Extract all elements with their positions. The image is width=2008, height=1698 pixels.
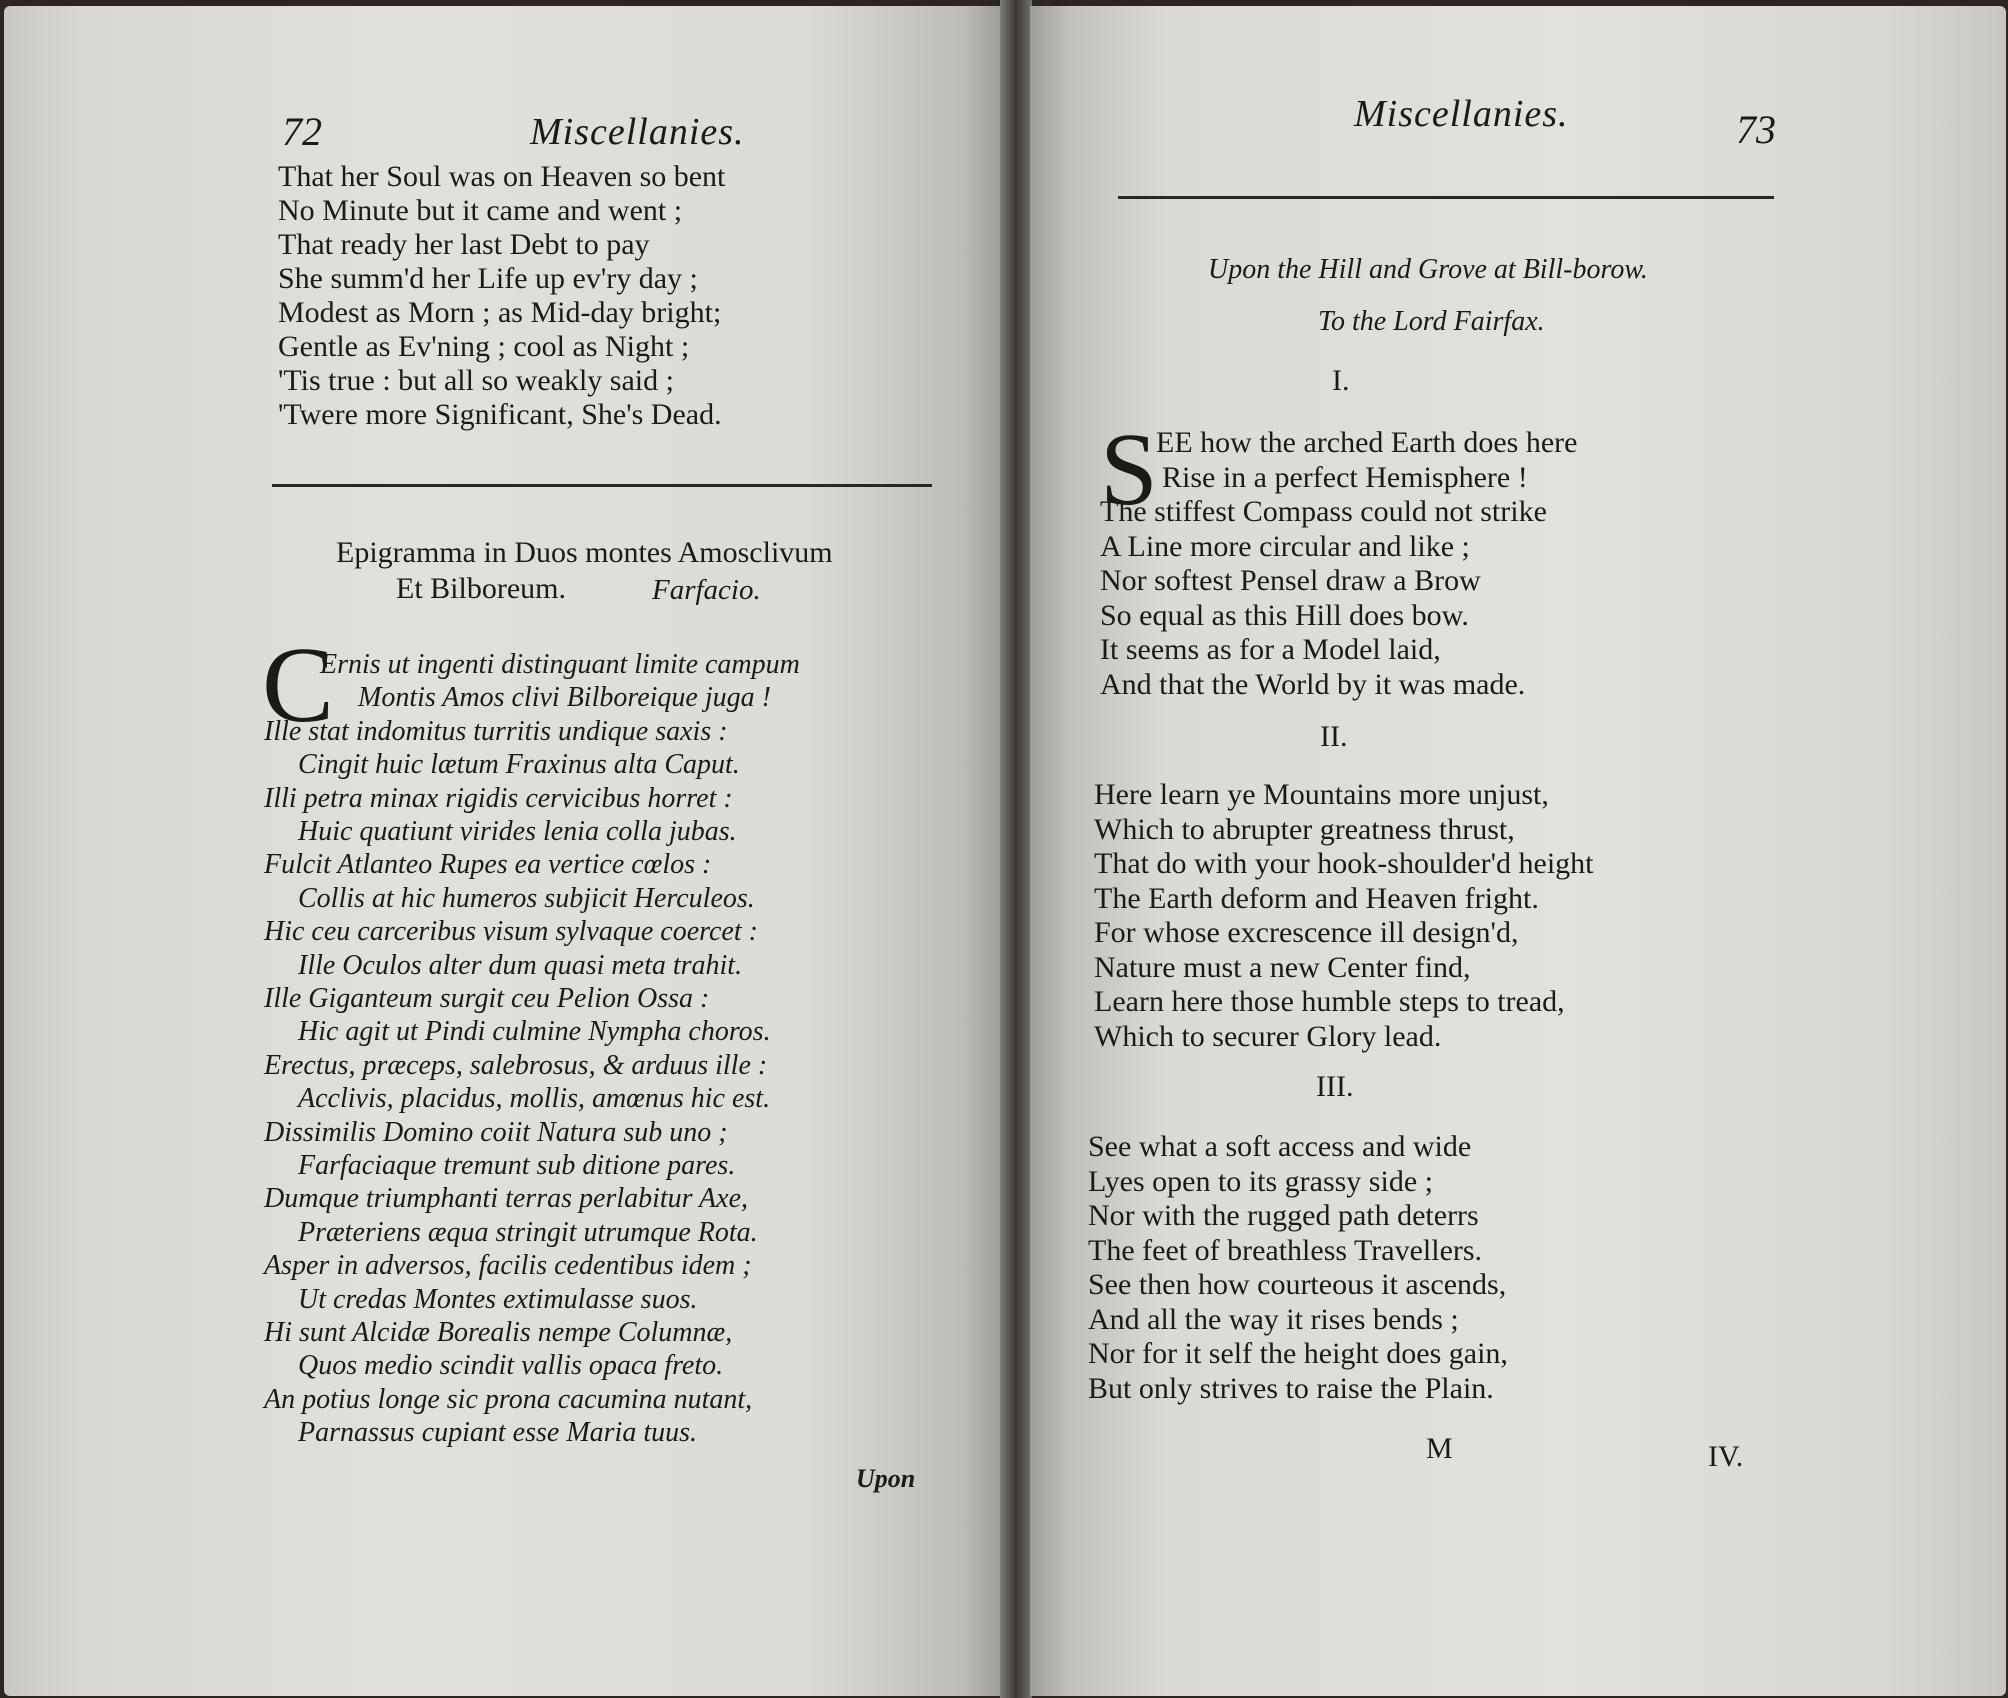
stanza-2-line-7: Learn here those humble steps to tread,: [1094, 985, 1565, 1018]
book-gutter: [1000, 0, 1032, 1698]
left-verse-line-3: That ready her last Debt to pay: [278, 228, 650, 261]
stanza-1-line-4: A Line more circular and like ;: [1100, 529, 1470, 563]
stanza-number-2: II.: [1320, 720, 1348, 753]
stanza-2-line-8: Which to securer Glory lead.: [1094, 1019, 1442, 1053]
left-running-head: Miscellanies.: [530, 111, 745, 153]
stanza-3-line-6: And all the way it rises bends ;: [1088, 1302, 1459, 1336]
epigram-line-5: Illi petra minax rigidis cervicibus horret :: [264, 782, 733, 814]
stanza-1-line-3: The stiffest Compass could not strike: [1100, 495, 1547, 528]
stanza-3-line-1: See what a soft access and wide: [1088, 1130, 1472, 1163]
poem-title: Upon the Hill and Grove at Bill-borow.: [1208, 254, 1648, 285]
epigram-line-22: Quos medio scindit vallis opaca freto.: [298, 1350, 724, 1382]
epigram-line-10: Ille Oculos alter dum quasi meta trahit.: [298, 949, 743, 981]
stanza-1-line-1: EE how the arched Earth does here: [1156, 426, 1578, 459]
epigram-line-12: Hic agit ut Pindi culmine Nympha choros.: [298, 1016, 771, 1048]
epigram-line-21: Hi sunt Alcidæ Borealis nempe Columnæ,: [264, 1317, 733, 1348]
epigram-line-9: Hic ceu carceribus visum sylvaque coercet :: [264, 916, 758, 948]
poem-dedication: To the Lord Fairfax.: [1318, 306, 1545, 337]
epigram-dropcap: C: [262, 626, 335, 745]
left-catchword: Upon: [856, 1464, 916, 1493]
epigram-line-23: An potius longe sic prona cacumina nutant,: [264, 1383, 753, 1415]
stanza-number-3: III.: [1316, 1070, 1354, 1103]
stanza-1-line-2: Rise in a perfect Hemisphere !: [1162, 460, 1528, 494]
stanza-3-line-2: Lyes open to its grassy side ;: [1088, 1164, 1433, 1198]
right-page-number: 73: [1736, 107, 1776, 152]
stanza-2-line-6: Nature must a new Center find,: [1094, 950, 1471, 984]
right-rule: [1118, 196, 1774, 199]
stanza-1-line-5: Nor softest Pensel draw a Brow: [1100, 564, 1481, 597]
stanza-2-line-2: Which to abrupter greatness thrust,: [1094, 812, 1515, 846]
epigram-line-8: Collis at hic humeros subjicit Herculeos.: [298, 882, 755, 914]
left-verse-line-4: She summ'd her Life up ev'ry day ;: [278, 262, 698, 295]
left-rule: [272, 484, 932, 487]
left-verse-line-6: Gentle as Ev'ning ; cool as Night ;: [278, 330, 690, 363]
epigram-line-6: Huic quatiunt virides lenia colla jubas.: [298, 816, 737, 847]
epigram-line-11: Ille Giganteum surgit ceu Pelion Ossa :: [264, 983, 710, 1014]
stanza-number-1: I.: [1332, 364, 1350, 397]
epigram-line-1: Ernis ut ingenti distinguant limite campum: [320, 649, 800, 680]
left-page-number: 72: [282, 109, 322, 154]
epigram-line-7: Fulcit Atlanteo Rupes ea vertice cœlos :: [264, 849, 712, 881]
stanza-1-line-7: It seems as for a Model laid,: [1100, 633, 1441, 666]
right-catchword: IV.: [1708, 1440, 1744, 1473]
stanza-2-line-4: The Earth deform and Heaven fright.: [1094, 881, 1539, 915]
stanza-2-line-3: That do with your hook-shoulder'd height: [1094, 847, 1594, 880]
poem-dropcap: S: [1100, 412, 1158, 527]
left-verse-line-8: 'Twere more Significant, She's Dead.: [278, 398, 722, 431]
epigram-title-line-2: Et Bilboreum.: [396, 572, 566, 605]
epigram-line-2: Montis Amos clivi Bilboreique juga !: [358, 682, 771, 714]
epigram-line-20: Ut credas Montes extimulasse suos.: [298, 1283, 698, 1315]
stanza-3-line-8: But only strives to raise the Plain.: [1088, 1371, 1494, 1405]
stanza-2-line-5: For whose excrescence ill design'd,: [1094, 916, 1519, 949]
epigram-line-15: Dissimilis Domino coiit Natura sub uno ;: [264, 1116, 728, 1148]
stanza-3-line-3: Nor with the rugged path deterrs: [1088, 1199, 1479, 1232]
epigram-title-line-1: Epigramma in Duos montes Amosclivum: [336, 536, 833, 569]
epigram-line-14: Acclivis, placidus, mollis, amœnus hic est.: [298, 1083, 771, 1115]
stanza-3-line-4: The feet of breathless Travellers.: [1088, 1233, 1483, 1267]
epigram-line-4: Cingit huic lætum Fraxinus alta Caput.: [298, 749, 740, 781]
left-verse-line-2: No Minute but it came and went ;: [278, 194, 683, 227]
epigram-title-author: Farfacio.: [652, 574, 761, 606]
stanza-1-line-6: So equal as this Hill does bow.: [1100, 598, 1469, 632]
left-verse-line-5: Modest as Morn ; as Mid-day bright;: [278, 296, 722, 329]
stanza-3-line-7: Nor for it self the height does gain,: [1088, 1337, 1508, 1370]
epigram-line-18: Præteriens æqua stringit utrumque Rota.: [298, 1216, 758, 1248]
epigram-line-16: Farfaciaque tremunt sub ditione pares.: [298, 1150, 736, 1181]
left-verse-line-1: That her Soul was on Heaven so bent: [278, 160, 726, 193]
signature-mark: M: [1426, 1432, 1453, 1465]
epigram-line-13: Erectus, præceps, salebrosus, & arduus ille :: [264, 1049, 768, 1081]
stanza-1-line-8: And that the World by it was made.: [1100, 667, 1526, 701]
right-running-head: Miscellanies.: [1354, 93, 1569, 135]
stanza-3-line-5: See then how courteous it ascends,: [1088, 1268, 1507, 1301]
epigram-line-19: Asper in adversos, facilis cedentibus idem ;: [264, 1250, 752, 1282]
epigram-line-24: Parnassus cupiant esse Maria tuus.: [298, 1417, 697, 1449]
left-verse-line-7: 'Tis true : but all so weakly said ;: [278, 364, 674, 397]
epigram-line-3: Ille stat indomitus turritis undique saxis :: [264, 715, 728, 747]
stanza-2-line-1: Here learn ye Mountains more unjust,: [1094, 778, 1549, 811]
epigram-line-17: Dumque triumphanti terras perlabitur Axe,: [264, 1183, 749, 1215]
